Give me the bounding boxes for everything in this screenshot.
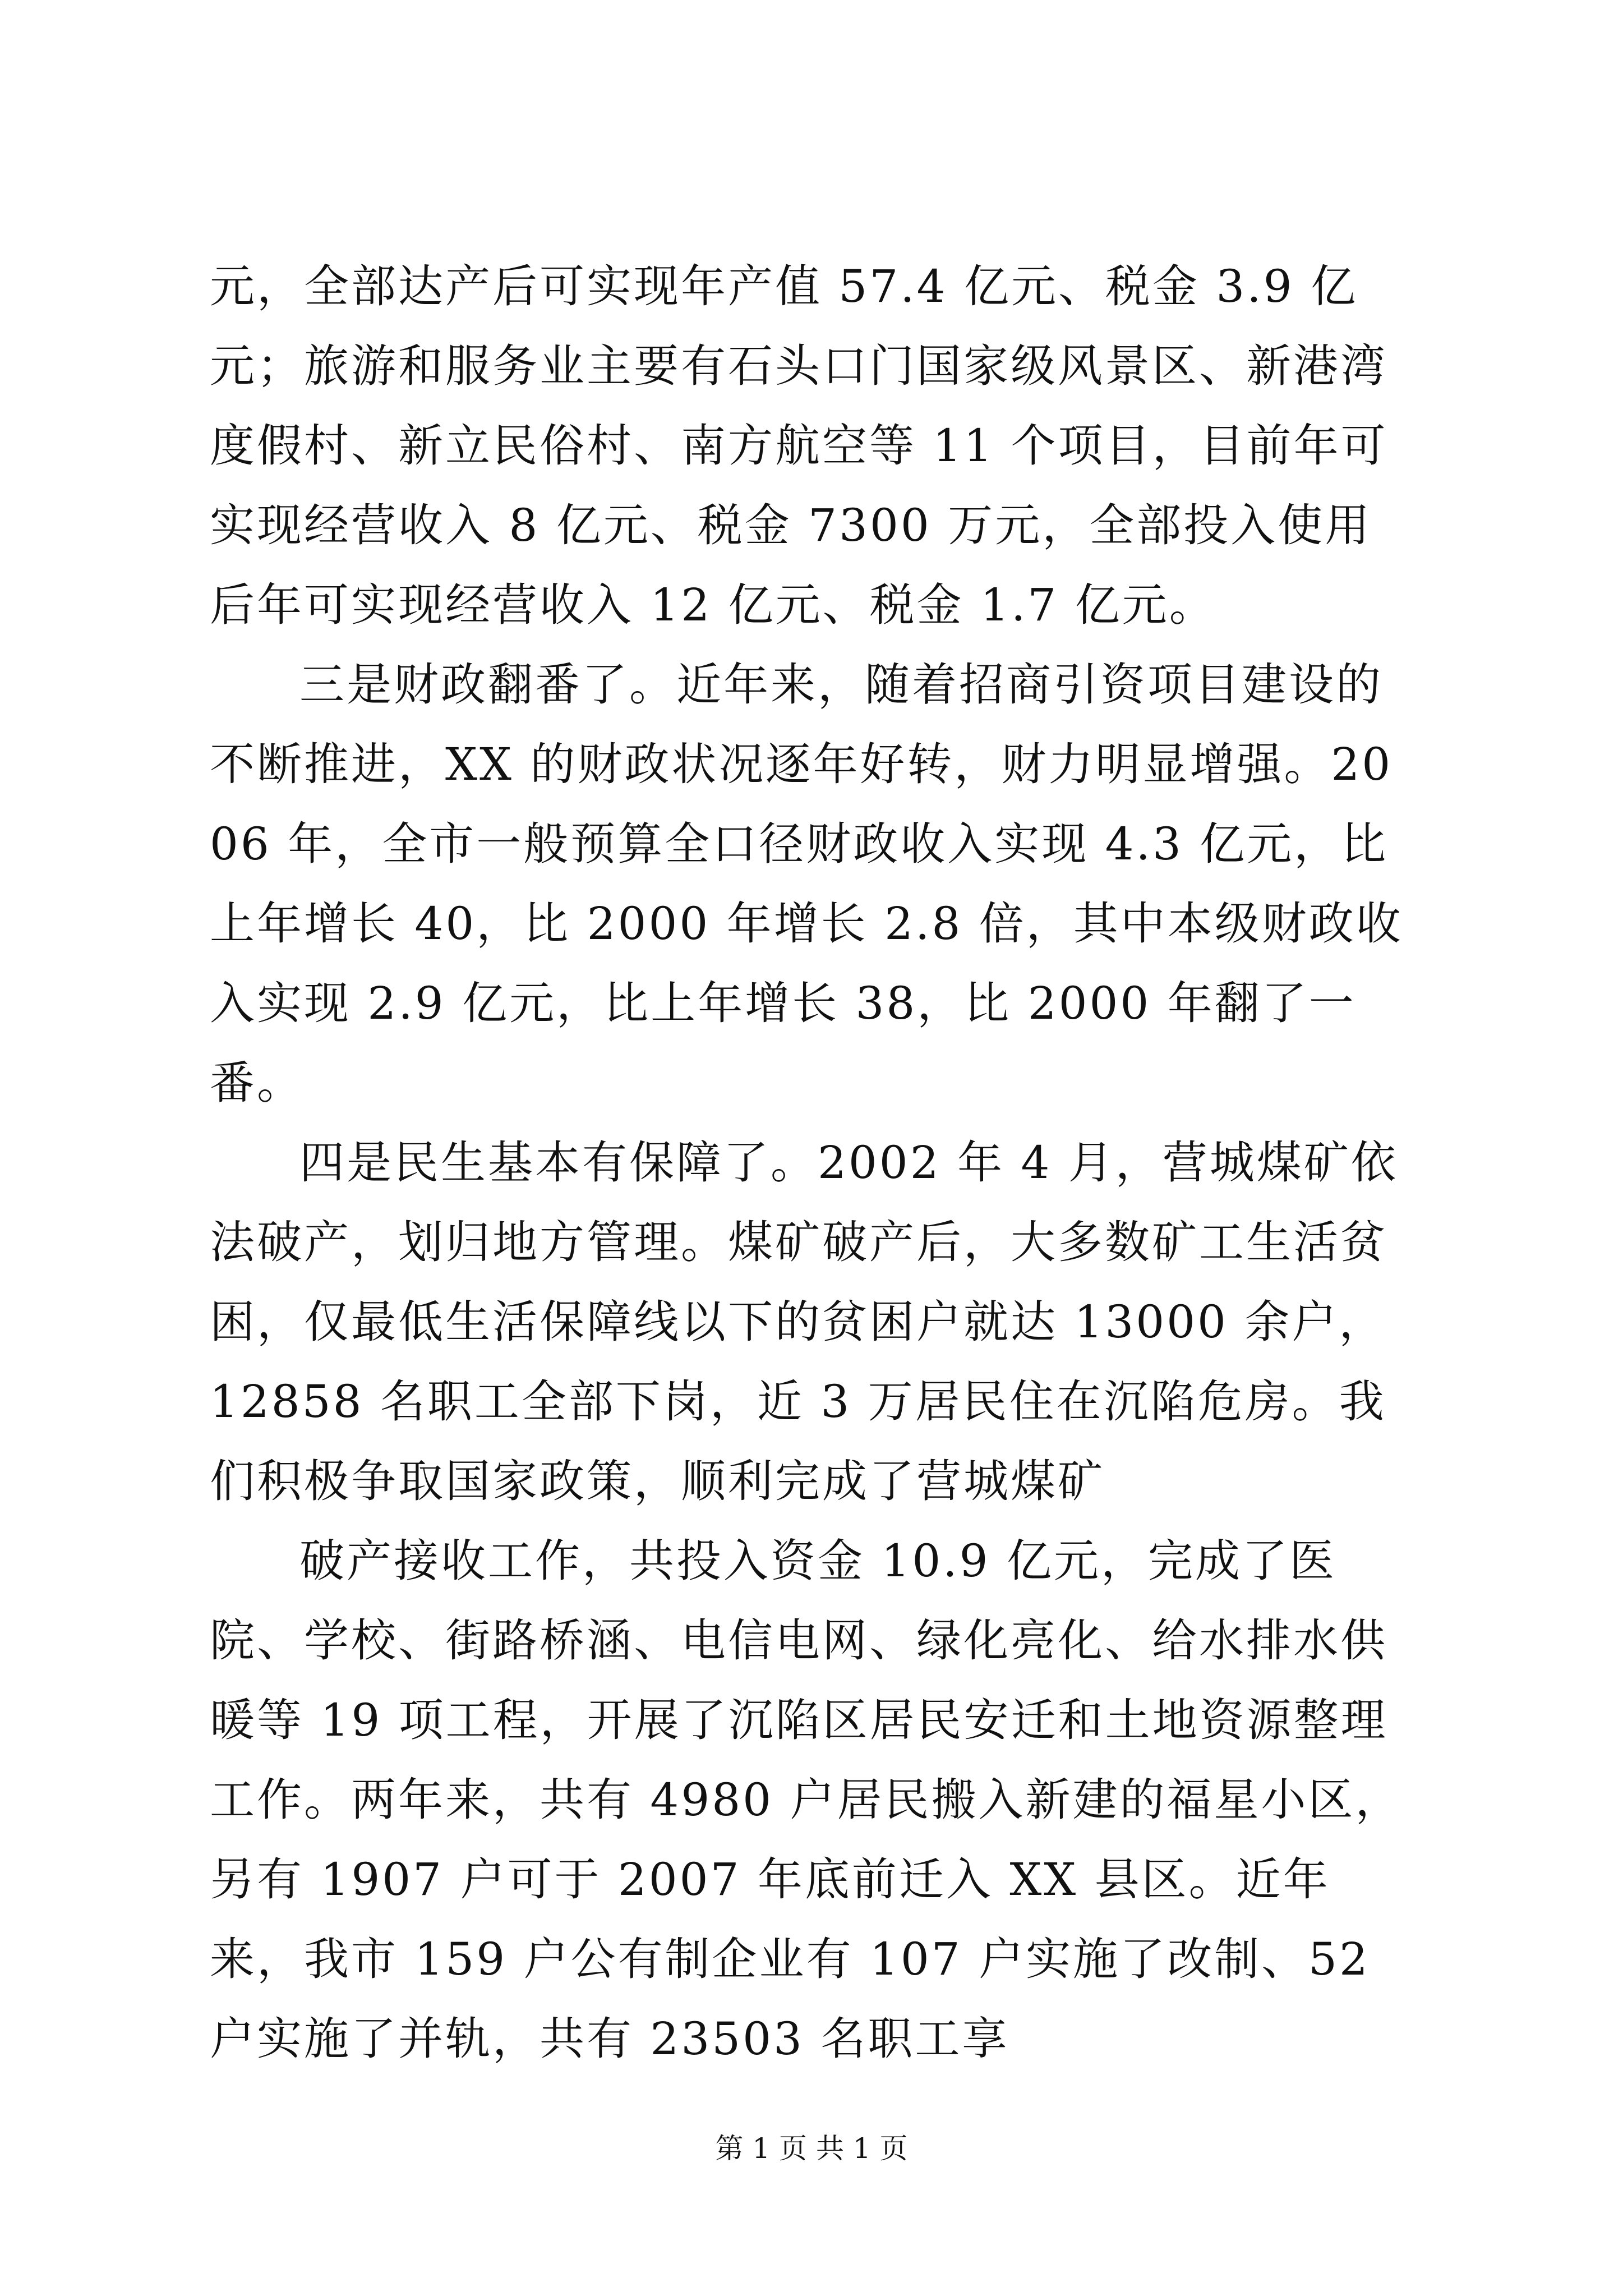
paragraph-4: 破产接收工作，共投入资金 10.9 亿元，完成了医院、学校、街路桥涵、电信电网、绿化亮化、给水排水供暖等 19 项工程，开展了沉陷区居民安迁和土地资源整理工作。两年来，共有 4980 户居民搬入新建的福星小区，另有 1907 户可于 2007 年底前迁入 XX 县区。近年来，我市 159 户公有制企业有 107 户实施了改制、52 户实施了并轨，共有 23503 名职工享 bbox=[210, 1535, 1403, 2065]
paragraph-2: 三是财政翻番了。近年来，随着招商引资项目建设的不断推进，XX 的财政状况逐年好转，财力明显增强。2006 年，全市一般预算全口径财政收入实现 4.3 亿元，比上年增长 40，比 2000 年增长 2.8 倍，其中本级财政收入实现 2.9 亿元，比上年增长 38，比 2000 年翻了一番。 bbox=[210, 659, 1403, 1109]
paragraph-3: 四是民生基本有保障了。2002 年 4 月，营城煤矿依法破产，划归地方管理。煤矿破产后，大多数矿工生活贫困，仅最低生活保障线以下的贫困户就达 13000 余户，12858 名职工全部下岗，近 3 万居民住在沉陷危房。我们积极争取国家政策，顺利完成了营城煤矿 bbox=[210, 1137, 1398, 1507]
paragraph-1: 元，全部达产后可实现年产值 57.4 亿元、税金 3.9 亿元；旅游和服务业主要有石头口门国家级风景区、新港湾度假村、新立民俗村、南方航空等 11 个项目，目前年可实现经营收入 8 亿元、税金 7300 万元，全部投入使用后年可实现经营收入 12 亿元、税金 1.7 亿元。 bbox=[210, 260, 1388, 631]
page-footer: 第 1 页 共 1 页 bbox=[715, 2132, 908, 2165]
document-body bbox=[210, 247, 1415, 2079]
